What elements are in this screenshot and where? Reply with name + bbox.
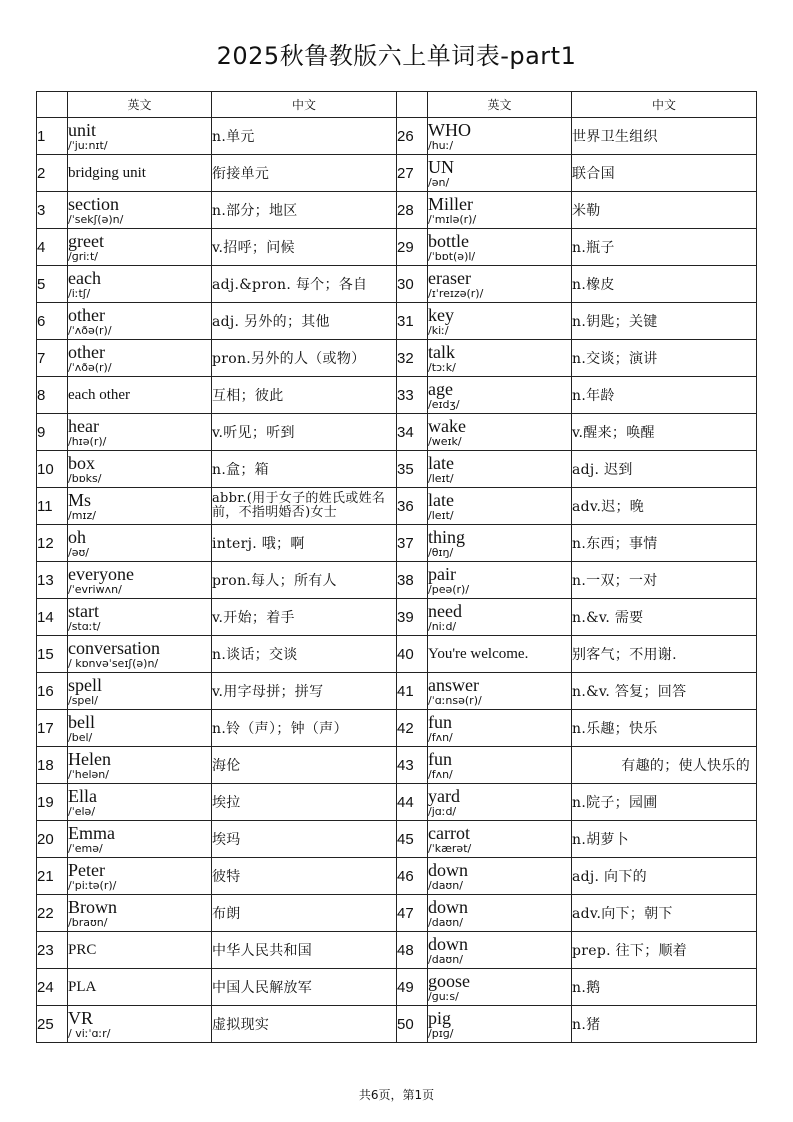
- word-text: pair: [428, 563, 456, 584]
- phonetic-text: /jɑːd/: [428, 804, 457, 818]
- row-number: 17: [37, 710, 68, 747]
- table-row: [37, 710, 757, 747]
- phonetic-text: /kiː/: [428, 323, 449, 337]
- row-number: 42: [397, 710, 428, 747]
- row-number: 29: [397, 229, 428, 266]
- word-text: age: [428, 378, 453, 399]
- phonetic-text: /ˈʌðə(r)/: [68, 360, 112, 374]
- row-number: 40: [397, 636, 428, 673]
- row-number: 4: [37, 229, 68, 266]
- word-text: Brown: [68, 896, 117, 917]
- english-cell: [68, 414, 212, 451]
- row-number: 15: [37, 636, 68, 673]
- english-cell: [428, 303, 572, 340]
- word-text: bell: [68, 711, 95, 732]
- row-number: 38: [397, 562, 428, 599]
- table-row: [37, 377, 757, 414]
- phonetic-text: /leɪt/: [428, 508, 454, 522]
- chinese-cell: n.一双；一对: [572, 562, 757, 599]
- table-row: [37, 118, 757, 155]
- table-row: [37, 747, 757, 784]
- english-cell: [428, 229, 572, 266]
- row-number: 26: [397, 118, 428, 155]
- chinese-cell: adv.向下；朝下: [572, 895, 757, 932]
- header-num-right: [397, 92, 428, 118]
- english-cell: [68, 562, 212, 599]
- table-row: [37, 303, 757, 340]
- row-number: 20: [37, 821, 68, 858]
- word-text: need: [428, 600, 462, 621]
- table-row: [37, 192, 757, 229]
- english-cell: [68, 969, 212, 1006]
- english-cell: [428, 673, 572, 710]
- phonetic-text: /ˈʌðə(r)/: [68, 323, 112, 337]
- row-number: 5: [37, 266, 68, 303]
- phonetic-text: /fʌn/: [428, 730, 453, 744]
- row-number: 18: [37, 747, 68, 784]
- english-cell: [68, 932, 212, 969]
- chinese-cell: pron.每人；所有人: [212, 562, 397, 599]
- phonetic-text: /daʊn/: [428, 915, 463, 929]
- phonetic-text: /ˈevriwʌn/: [68, 582, 122, 596]
- chinese-cell: 中国人民解放军: [212, 969, 397, 1006]
- chinese-cell: n.交谈；演讲: [572, 340, 757, 377]
- english-cell: [68, 1006, 212, 1043]
- english-cell: [68, 821, 212, 858]
- row-number: 22: [37, 895, 68, 932]
- word-text: bridging unit: [68, 165, 146, 181]
- header-english-left: 英文: [68, 92, 212, 118]
- chinese-cell: n.乐趣；快乐: [572, 710, 757, 747]
- word-text: each other: [68, 387, 131, 403]
- table-row: [37, 155, 757, 192]
- chinese-cell: interj. 哦；啊: [212, 525, 397, 562]
- english-cell: [428, 377, 572, 414]
- chinese-cell: v.开始；着手: [212, 599, 397, 636]
- chinese-cell: n.院子；园圃: [572, 784, 757, 821]
- word-text: VR: [68, 1007, 94, 1028]
- row-number: 2: [37, 155, 68, 192]
- chinese-cell: n.谈话；交谈: [212, 636, 397, 673]
- row-number: 19: [37, 784, 68, 821]
- row-number: 46: [397, 858, 428, 895]
- chinese-cell: n.瓶子: [572, 229, 757, 266]
- english-cell: [68, 488, 212, 525]
- chinese-cell: pron.另外的人（或物）: [212, 340, 397, 377]
- word-text: yard: [428, 785, 460, 806]
- phonetic-text: /tɔːk/: [428, 360, 456, 374]
- english-cell: [68, 303, 212, 340]
- row-number: 21: [37, 858, 68, 895]
- english-cell: [428, 821, 572, 858]
- english-cell: [68, 599, 212, 636]
- word-text: wake: [428, 415, 466, 436]
- table-row: [37, 673, 757, 710]
- table-row: [37, 895, 757, 932]
- table-row: [37, 229, 757, 266]
- english-cell: [428, 155, 572, 192]
- vocab-table: [36, 91, 757, 1043]
- english-cell: [68, 118, 212, 155]
- phonetic-text: /ˈemə/: [68, 841, 103, 855]
- english-cell: [428, 932, 572, 969]
- chinese-cell: n.&v. 答复；回答: [572, 673, 757, 710]
- table-row: [37, 414, 757, 451]
- english-cell: [68, 451, 212, 488]
- word-text: fun: [428, 748, 452, 769]
- english-cell: [68, 636, 212, 673]
- phonetic-text: /leɪt/: [428, 471, 454, 485]
- chinese-cell: 世界卫生组织: [572, 118, 757, 155]
- english-cell: [428, 784, 572, 821]
- table-row: [37, 784, 757, 821]
- english-cell: [428, 858, 572, 895]
- row-number: 6: [37, 303, 68, 340]
- phonetic-text: /huː/: [428, 138, 454, 152]
- table-row: [37, 525, 757, 562]
- table-row: [37, 636, 757, 673]
- word-text: Helen: [68, 748, 111, 769]
- table-row: [37, 451, 757, 488]
- phonetic-text: / kɒnvəˈseɪʃ(ə)n/: [68, 656, 159, 670]
- row-number: 31: [397, 303, 428, 340]
- chinese-cell: adj. 迟到: [572, 451, 757, 488]
- phonetic-text: /spel/: [68, 693, 98, 707]
- chinese-cell: adj. 另外的；其他: [212, 303, 397, 340]
- english-cell: [428, 895, 572, 932]
- chinese-cell: 中华人民共和国: [212, 932, 397, 969]
- chinese-cell: 彼特: [212, 858, 397, 895]
- word-text: Ms: [68, 489, 92, 510]
- chinese-cell: n.东西；事情: [572, 525, 757, 562]
- phonetic-text: /braʊn/: [68, 915, 108, 929]
- chinese-cell: 联合国: [572, 155, 757, 192]
- phonetic-text: /eɪdʒ/: [428, 397, 460, 411]
- row-number: 14: [37, 599, 68, 636]
- word-text: fun: [428, 711, 452, 732]
- row-number: 36: [397, 488, 428, 525]
- chinese-cell: prep. 往下；顺着: [572, 932, 757, 969]
- chinese-cell: 互相；彼此: [212, 377, 397, 414]
- word-text: greet: [68, 230, 104, 251]
- phonetic-text: /bel/: [68, 730, 93, 744]
- table-row: [37, 932, 757, 969]
- table-row: [37, 969, 757, 1006]
- phonetic-text: /ˈpiːtə(r)/: [68, 878, 117, 892]
- word-text: thing: [428, 526, 466, 547]
- row-number: 45: [397, 821, 428, 858]
- word-text: key: [428, 304, 454, 325]
- phonetic-text: /ˈjuːnɪt/: [68, 138, 108, 152]
- row-number: 10: [37, 451, 68, 488]
- word-text: each: [68, 267, 101, 288]
- word-text: conversation: [68, 637, 160, 658]
- phonetic-text: /daʊn/: [428, 878, 463, 892]
- english-cell: [68, 895, 212, 932]
- row-number: 25: [37, 1006, 68, 1043]
- table-row: [37, 1006, 757, 1043]
- english-cell: [428, 192, 572, 229]
- english-cell: [68, 340, 212, 377]
- english-cell: [68, 858, 212, 895]
- chinese-cell: 别客气；不用谢.: [572, 636, 757, 673]
- page-title: 2025秋鲁教版六上单词表-part1: [216, 42, 577, 70]
- row-number: 12: [37, 525, 68, 562]
- word-text: Emma: [68, 822, 115, 843]
- header-num-left: [37, 92, 68, 118]
- word-text: eraser: [428, 267, 471, 288]
- word-text: Ella: [68, 785, 97, 806]
- table-header-row: [37, 92, 757, 118]
- chinese-cell: n.钥匙；关键: [572, 303, 757, 340]
- word-text: answer: [428, 674, 479, 695]
- row-number: 8: [37, 377, 68, 414]
- word-text: You're welcome.: [428, 646, 529, 662]
- chinese-cell: v.醒来；唤醒: [572, 414, 757, 451]
- chinese-cell: n.胡萝卜: [572, 821, 757, 858]
- word-text: unit: [68, 119, 97, 140]
- row-number: 11: [37, 488, 68, 525]
- chinese-cell: n.鹅: [572, 969, 757, 1006]
- word-text: late: [428, 489, 454, 510]
- chinese-cell: n.猪: [572, 1006, 757, 1043]
- phonetic-text: /ˈɑːnsə(r)/: [428, 693, 482, 707]
- english-cell: [68, 673, 212, 710]
- chinese-cell: 米勒: [572, 192, 757, 229]
- row-number: 35: [397, 451, 428, 488]
- phonetic-text: /ˈkærət/: [428, 841, 472, 855]
- row-number: 39: [397, 599, 428, 636]
- word-text: down: [428, 896, 468, 917]
- word-text: late: [428, 452, 454, 473]
- english-cell: [428, 710, 572, 747]
- phonetic-text: /iːtʃ/: [68, 286, 91, 300]
- chinese-cell: 埃拉: [212, 784, 397, 821]
- row-number: 47: [397, 895, 428, 932]
- row-number: 49: [397, 969, 428, 1006]
- word-text: other: [68, 341, 105, 362]
- row-number: 24: [37, 969, 68, 1006]
- row-number: 41: [397, 673, 428, 710]
- word-text: talk: [428, 341, 455, 362]
- english-cell: [68, 710, 212, 747]
- chinese-cell: n.铃（声）；钟（声）: [212, 710, 397, 747]
- row-number: 50: [397, 1006, 428, 1043]
- header-chinese-right: 中文: [572, 92, 757, 118]
- row-number: 48: [397, 932, 428, 969]
- chinese-cell: v.听见；听到: [212, 414, 397, 451]
- chinese-cell: 海伦: [212, 747, 397, 784]
- chinese-cell: 虚拟现实: [212, 1006, 397, 1043]
- chinese-cell: n.盒；箱: [212, 451, 397, 488]
- table-row: [37, 599, 757, 636]
- phonetic-text: /daʊn/: [428, 952, 463, 966]
- word-text: PLA: [68, 979, 97, 995]
- row-number: 34: [397, 414, 428, 451]
- phonetic-text: /ˈmɪlə(r)/: [428, 212, 477, 226]
- row-number: 44: [397, 784, 428, 821]
- header-chinese-left: 中文: [212, 92, 397, 118]
- chinese-cell: n.&v. 需要: [572, 599, 757, 636]
- phonetic-text: /ˈbɒt(ə)l/: [428, 249, 476, 263]
- english-cell: [68, 377, 212, 414]
- phonetic-text: /mɪz/: [68, 508, 96, 522]
- chinese-cell: n.年龄: [572, 377, 757, 414]
- english-cell: [428, 118, 572, 155]
- word-text: section: [68, 193, 119, 214]
- table-row: [37, 266, 757, 303]
- row-number: 33: [397, 377, 428, 414]
- word-text: Miller: [428, 193, 473, 214]
- word-text: down: [428, 859, 468, 880]
- phonetic-text: /niːd/: [428, 619, 457, 633]
- english-cell: [428, 414, 572, 451]
- phonetic-text: /peə(r)/: [428, 582, 470, 596]
- word-text: oh: [68, 526, 86, 547]
- header-english-right: 英文: [428, 92, 572, 118]
- phonetic-text: /stɑːt/: [68, 619, 101, 633]
- word-text: carrot: [428, 822, 470, 843]
- word-text: start: [68, 600, 99, 621]
- row-number: 3: [37, 192, 68, 229]
- row-number: 13: [37, 562, 68, 599]
- table-row: [37, 340, 757, 377]
- phonetic-text: /əʊ/: [68, 545, 89, 559]
- english-cell: [68, 784, 212, 821]
- word-text: bottle: [428, 230, 469, 251]
- word-text: Peter: [68, 859, 105, 880]
- chinese-cell: adj.&pron. 每个；各自: [212, 266, 397, 303]
- word-text: spell: [68, 674, 102, 695]
- phonetic-text: /ˈelə/: [68, 804, 96, 818]
- english-cell: [428, 1006, 572, 1043]
- word-text: hear: [68, 415, 99, 436]
- row-number: 1: [37, 118, 68, 155]
- chinese-cell: v.用字母拼；拼写: [212, 673, 397, 710]
- phonetic-text: /fʌn/: [428, 767, 453, 781]
- english-cell: [428, 599, 572, 636]
- english-cell: [428, 525, 572, 562]
- row-number: 9: [37, 414, 68, 451]
- chinese-cell: 有趣的；使人快乐的: [572, 747, 757, 784]
- table-row: [37, 858, 757, 895]
- row-number: 43: [397, 747, 428, 784]
- phonetic-text: /ɡriːt/: [68, 249, 98, 263]
- word-text: pig: [428, 1007, 452, 1028]
- chinese-cell: n.部分；地区: [212, 192, 397, 229]
- word-text: down: [428, 933, 468, 954]
- page-footer: 共6页，第1页: [358, 1088, 435, 1102]
- english-cell: [68, 229, 212, 266]
- row-number: 37: [397, 525, 428, 562]
- chinese-cell: adv.迟；晚: [572, 488, 757, 525]
- english-cell: [68, 155, 212, 192]
- phonetic-text: /θɪŋ/: [428, 545, 454, 559]
- row-number: 7: [37, 340, 68, 377]
- english-cell: [428, 969, 572, 1006]
- english-cell: [68, 266, 212, 303]
- word-text: UN: [428, 156, 454, 177]
- chinese-cell: n.橡皮: [572, 266, 757, 303]
- phonetic-text: /ɪˈreɪzə(r)/: [428, 286, 484, 300]
- row-number: 30: [397, 266, 428, 303]
- chinese-cell: 埃玛: [212, 821, 397, 858]
- word-text: other: [68, 304, 105, 325]
- vocab-table-body: [37, 118, 757, 1043]
- english-cell: [428, 747, 572, 784]
- english-cell: [68, 747, 212, 784]
- word-text: goose: [428, 970, 470, 991]
- chinese-cell: 布朗: [212, 895, 397, 932]
- english-cell: [428, 266, 572, 303]
- english-cell: [428, 562, 572, 599]
- word-text: everyone: [68, 563, 134, 584]
- chinese-cell: n.单元: [212, 118, 397, 155]
- phonetic-text: /ɡuːs/: [428, 989, 459, 1003]
- row-number: 28: [397, 192, 428, 229]
- word-text: PRC: [68, 942, 97, 958]
- row-number: 27: [397, 155, 428, 192]
- word-text: WHO: [428, 119, 471, 140]
- table-row: [37, 562, 757, 599]
- phonetic-text: /ˈhelən/: [68, 767, 109, 781]
- row-number: 16: [37, 673, 68, 710]
- english-cell: [68, 525, 212, 562]
- chinese-cell: 衔接单元: [212, 155, 397, 192]
- word-text: box: [68, 452, 95, 473]
- phonetic-text: /hɪə(r)/: [68, 434, 107, 448]
- phonetic-text: /weɪk/: [428, 434, 462, 448]
- english-cell: [428, 636, 572, 673]
- phonetic-text: /pɪɡ/: [428, 1026, 454, 1040]
- english-cell: [428, 451, 572, 488]
- english-cell: [428, 488, 572, 525]
- english-cell: [68, 192, 212, 229]
- chinese-cell: abbr.(用于女子的姓氏或姓名前，不指明婚否)女士: [212, 488, 397, 525]
- english-cell: [428, 340, 572, 377]
- table-row: [37, 488, 757, 525]
- chinese-cell: adj. 向下的: [572, 858, 757, 895]
- phonetic-text: /ən/: [428, 175, 450, 189]
- phonetic-text: /ˈsekʃ(ə)n/: [68, 212, 124, 226]
- row-number: 32: [397, 340, 428, 377]
- row-number: 23: [37, 932, 68, 969]
- phonetic-text: / viːˈɑːr/: [68, 1026, 111, 1040]
- table-row: [37, 821, 757, 858]
- phonetic-text: /bɒks/: [68, 471, 102, 485]
- chinese-cell: v.招呼；问候: [212, 229, 397, 266]
